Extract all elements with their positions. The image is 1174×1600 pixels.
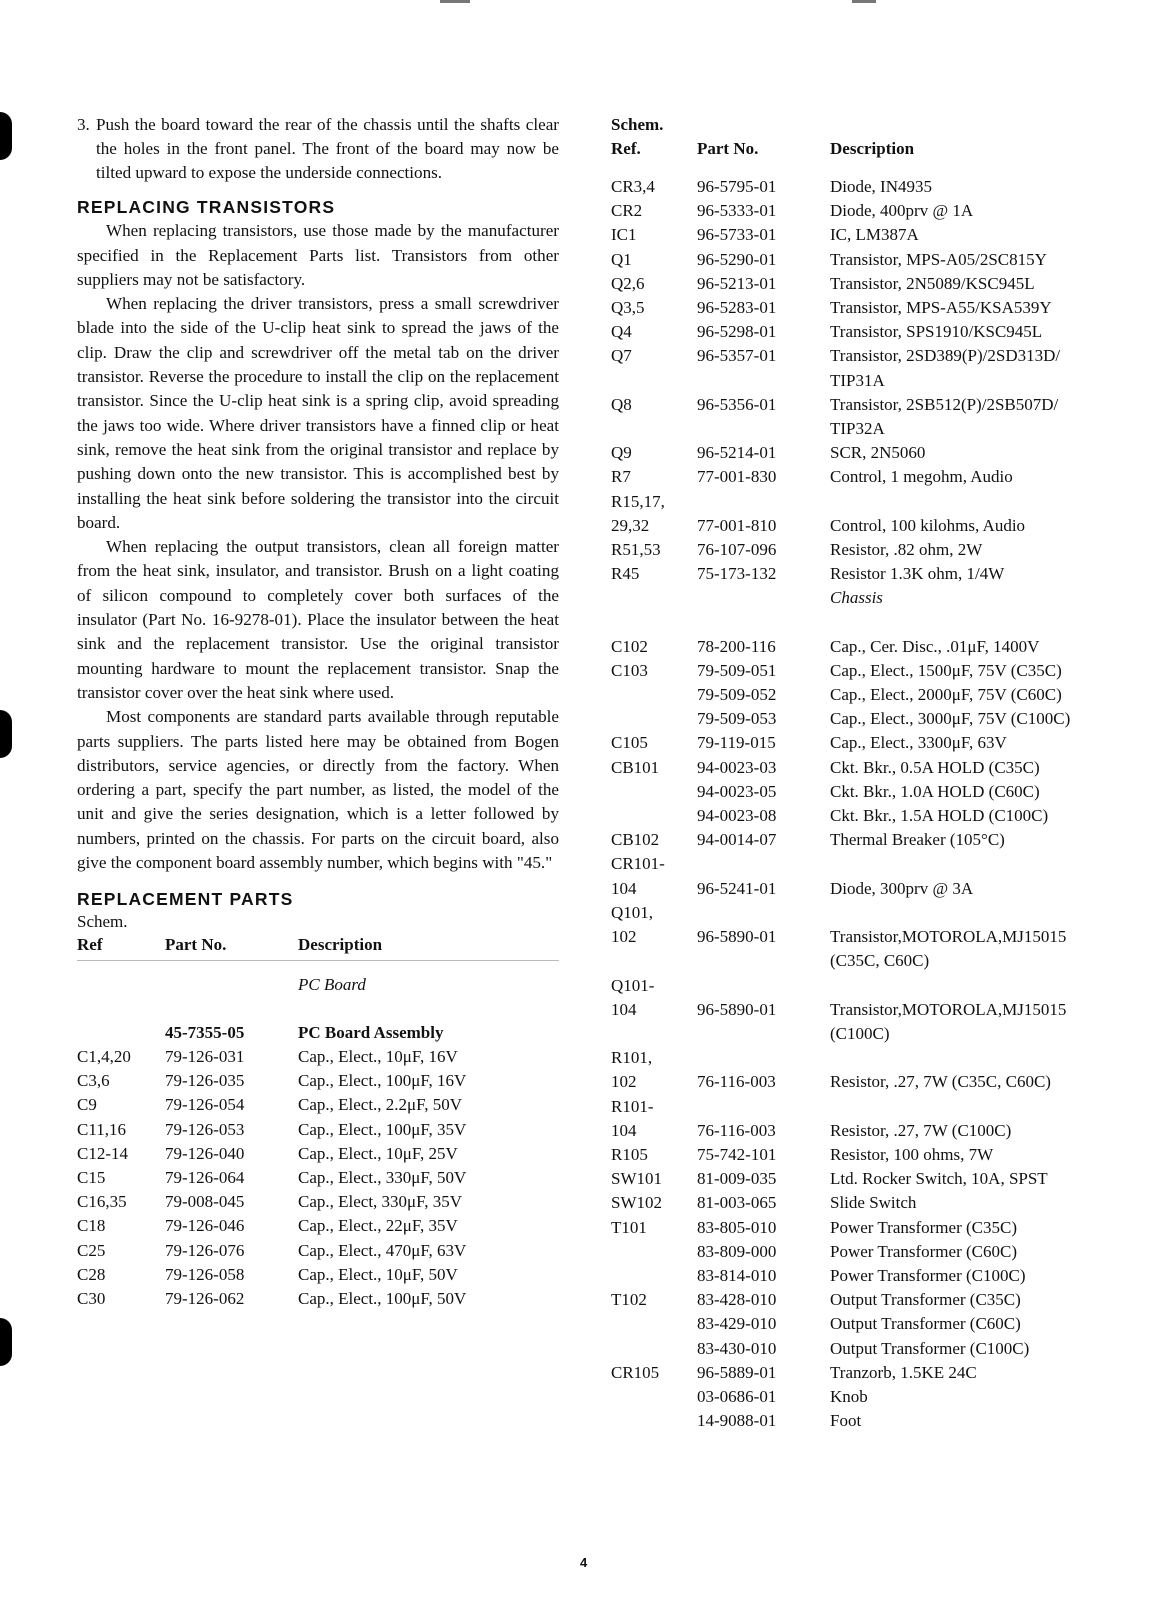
part-number-cell: 83-805-010 [697, 1217, 777, 1237]
ref-cell: CB102 [611, 830, 660, 850]
col-desc-header: Description [298, 935, 383, 955]
ref-cell: C105 [611, 733, 648, 753]
part-number-cell: 96-5889-01 [697, 1362, 777, 1382]
part-number-cell [697, 1095, 830, 1119]
ref-cell: C12-14 [77, 1143, 128, 1163]
table-row [611, 1288, 1151, 1312]
part-number-cell: 14-9088-01 [697, 1411, 777, 1431]
col-part-header: Part No. [697, 139, 759, 158]
table-row [611, 683, 1151, 707]
ref-cell: Q4 [611, 322, 632, 342]
table-header-row [77, 933, 559, 960]
ref-cell [611, 1409, 697, 1433]
description-cell: Ckt. Bkr., 1.5A HOLD (C100C) [830, 806, 1049, 826]
part-number-cell: 79-126-058 [165, 1264, 245, 1284]
table-row [611, 974, 1151, 998]
table-row [77, 1021, 559, 1045]
ref-cell [611, 683, 697, 707]
description-cell: Resistor, .27, 7W (C35C, C60C) [830, 1072, 1051, 1092]
part-number-cell: 79-509-053 [697, 709, 777, 729]
table-row [611, 562, 1151, 586]
table-row [77, 1287, 559, 1311]
paragraph: When replacing the driver transistors, press a small screwdriver blade into the side of the U-clip heat sink to spread the jaws of the clip. Draw the clip and screwdriver off the metal tab on the driver transistor. Reverse the procedure to install the clip on the replacement transistor. Since the U-clip heat sink is a spring clip, avoid spreading the jaws too wide. Where driver transistors have a finned clip or heat sink, remove the heat sink from the original transistor and replace by pushing down onto the new transistor. This is accomplished best by installing the heat sink before soldering the transistor into the circuit board. [77, 294, 559, 532]
ref-cell: 102 [611, 1072, 637, 1092]
table-row [77, 1166, 559, 1190]
part-number-cell: 79-126-053 [165, 1119, 245, 1139]
table-row [611, 1240, 1151, 1264]
description-cell: Output Transformer (C60C) [830, 1314, 1021, 1334]
description-cell: TIP31A [830, 370, 885, 390]
table-row [611, 1385, 1151, 1409]
table-header-schem: Schem. [611, 115, 664, 134]
part-number-cell: 96-5283-01 [697, 298, 777, 318]
description-cell: Resistor, .82 ohm, 2W [830, 540, 983, 560]
part-number-cell [697, 1046, 830, 1070]
ref-cell [611, 1385, 697, 1409]
ref-cell: Q7 [611, 346, 632, 366]
description-cell: Cap., Elect., 470μF, 63V [298, 1240, 467, 1260]
table-row [77, 1214, 559, 1238]
table-row [611, 490, 1151, 514]
ref-cell: CR101- [611, 854, 665, 874]
ref-cell: R7 [611, 467, 631, 487]
parts-table-left [77, 1021, 559, 1311]
table-row [77, 1263, 559, 1287]
part-number-cell: 77-001-830 [697, 467, 777, 487]
description-cell [830, 490, 1151, 514]
part-number-cell [697, 949, 830, 973]
ref-cell: C30 [77, 1288, 106, 1308]
part-number-cell [697, 417, 830, 441]
part-number-cell: 75-742-101 [697, 1144, 777, 1164]
table-row [611, 223, 1151, 247]
part-number-cell: 96-5795-01 [697, 177, 777, 196]
ref-cell: R45 [611, 564, 640, 584]
part-number-cell: 03-0686-01 [697, 1386, 777, 1406]
col-ref-header: Ref [77, 935, 103, 955]
description-cell [830, 852, 1151, 876]
table-row [611, 248, 1151, 272]
description-cell: Transistor,MOTOROLA,MJ15015 [830, 999, 1067, 1019]
description-cell: Cap., Elect., 10μF, 50V [298, 1264, 458, 1284]
part-number-cell [697, 901, 830, 925]
part-number-cell [697, 1022, 830, 1046]
description-cell: TIP32A [830, 419, 885, 439]
ref-cell: 29,32 [611, 515, 650, 535]
table-row [611, 514, 1151, 538]
table-row [611, 1167, 1151, 1191]
scan-mark [440, 0, 470, 3]
part-number-cell: 76-116-003 [697, 1072, 776, 1092]
part-number-cell: 96-5733-01 [697, 225, 777, 245]
part-number-cell: 83-429-010 [697, 1314, 777, 1334]
ref-cell: R105 [611, 1144, 648, 1164]
description-cell: Transistor, 2SB512(P)/2SB507D/ [830, 394, 1059, 414]
description-cell: Ckt. Bkr., 0.5A HOLD (C35C) [830, 757, 1040, 777]
page-number: 4 [580, 1555, 588, 1570]
description-cell: Cap., Cer. Disc., .01μF, 1400V [830, 636, 1040, 656]
description-cell: Cap., Elect., 10μF, 16V [298, 1046, 458, 1066]
ref-cell: T101 [611, 1217, 647, 1237]
description-cell: Control, 100 kilohms, Audio [830, 515, 1026, 535]
ref-cell: Q8 [611, 394, 632, 414]
part-number-cell: 94-0023-03 [697, 757, 777, 777]
paragraph: Most components are standard parts available through reputable parts suppliers. The parts listed here may be obtained from Bogen distributors, service agencies, or directly from the factory. When ordering a part, specify the part number, as listed, the model of the unit and give the series designation, which is a letter followed by numbers, printed on the chassis. For parts on the circuit board, also give the component board assembly number, which begins with "45." [77, 707, 559, 872]
ref-cell: Q2,6 [611, 273, 645, 293]
parts-table-right-chassis [611, 635, 1151, 1434]
description-cell: IC, LM387A [830, 225, 919, 245]
description-cell: Diode, IN4935 [830, 177, 932, 196]
table-header-schem: Schem. [77, 912, 128, 932]
table-row [611, 828, 1151, 852]
part-number-cell: 83-428-010 [697, 1290, 777, 1310]
part-number-cell: 79-008-045 [165, 1192, 245, 1212]
ref-cell: C9 [77, 1095, 97, 1115]
left-column [77, 113, 559, 1311]
table-row [611, 659, 1151, 683]
description-cell: PC Board Assembly [298, 1022, 444, 1042]
ref-cell: C18 [77, 1216, 106, 1236]
ref-cell: Q9 [611, 443, 632, 463]
table-row [611, 369, 1151, 393]
ref-cell [611, 1264, 697, 1288]
table-row [611, 465, 1151, 489]
table-row [77, 1093, 559, 1117]
ref-cell: R101- [611, 1096, 654, 1116]
table-row [611, 199, 1151, 223]
ref-cell [611, 417, 697, 441]
part-number-cell: 79-126-062 [165, 1288, 245, 1308]
part-number-cell: 79-126-040 [165, 1143, 245, 1163]
part-number-cell: 76-107-096 [697, 540, 777, 560]
table-row [77, 1069, 559, 1093]
description-cell: Cap., Elect., 3000μF, 75V (C100C) [830, 709, 1071, 729]
ref-cell: C28 [77, 1264, 106, 1284]
part-number-cell: 94-0014-07 [697, 830, 777, 850]
table-row [611, 1264, 1151, 1288]
part-number-cell: 79-126-054 [165, 1095, 245, 1115]
description-cell: Control, 1 megohm, Audio [830, 467, 1013, 487]
ref-cell [611, 707, 697, 731]
paragraph: When replacing the output transistors, clean all foreign matter from the heat sink, insulator, and transistor. Brush on a light coating of silicon compound to completely cover both surfaces of the insulator (Part No. 16-9278-01). Place the insulator between the heat sink and the replacement transistor. Use the original transistor mounting hardware to mount the replacement transistor. Snap the transistor cover over the heat sink where used. [77, 537, 559, 702]
part-number-cell: 79-126-035 [165, 1071, 245, 1091]
table-row [611, 852, 1151, 876]
table-row [77, 1142, 559, 1166]
part-number-cell: 78-200-116 [697, 636, 776, 656]
description-cell: Power Transformer (C35C) [830, 1217, 1017, 1237]
description-cell: Output Transformer (C35C) [830, 1290, 1021, 1310]
description-cell: SCR, 2N5060 [830, 443, 926, 463]
ref-cell: SW101 [611, 1169, 662, 1189]
table-row [611, 925, 1151, 949]
table-row [611, 393, 1151, 417]
ref-cell [611, 1240, 697, 1264]
part-number-cell: 81-003-065 [697, 1193, 777, 1213]
ref-cell: T102 [611, 1290, 647, 1310]
description-cell [830, 974, 1151, 998]
part-number-cell [697, 490, 830, 514]
part-number-cell: 76-116-003 [697, 1120, 776, 1140]
table-row [611, 1216, 1151, 1240]
table-row [611, 1337, 1151, 1361]
table-row [77, 1118, 559, 1142]
part-number-cell: 96-5890-01 [697, 999, 777, 1019]
table-row [611, 998, 1151, 1022]
description-cell: Diode, 400prv @ 1A [830, 201, 974, 221]
ref-cell: CR2 [611, 201, 643, 221]
part-number-cell: 94-0023-05 [697, 781, 777, 801]
description-cell: Cap., Elect., 100μF, 16V [298, 1071, 467, 1091]
description-cell: Power Transformer (C100C) [830, 1265, 1026, 1285]
ref-cell: SW102 [611, 1193, 662, 1213]
ref-cell: 104 [611, 999, 637, 1019]
step-number: 3. [77, 115, 90, 134]
part-number-cell: 83-430-010 [697, 1338, 777, 1358]
ref-cell: C16,35 [77, 1192, 127, 1212]
part-number-cell: 79-119-015 [697, 733, 776, 753]
part-number-cell: 96-5290-01 [697, 249, 777, 269]
part-number-cell: 96-5298-01 [697, 322, 777, 342]
description-cell: Resistor, .27, 7W (C100C) [830, 1120, 1012, 1140]
description-cell: Cap., Elect., 2000μF, 75V (C60C) [830, 685, 1062, 705]
description-cell: Diode, 300prv @ 3A [830, 878, 974, 898]
section-row [77, 973, 559, 997]
parts-table-right-circuit [611, 175, 1151, 586]
ref-cell [611, 1022, 697, 1046]
table-row [611, 731, 1151, 755]
part-number-cell: 79-126-064 [165, 1167, 245, 1187]
table-row [611, 1409, 1151, 1433]
ref-cell: R15,17, [611, 491, 665, 511]
description-cell [830, 1046, 1151, 1070]
ref-cell [611, 949, 697, 973]
part-number-cell: 96-5241-01 [697, 878, 777, 898]
table-row [77, 1239, 559, 1263]
table-row [611, 1361, 1151, 1385]
table-row [611, 804, 1151, 828]
col-part-header: Part No. [165, 935, 227, 955]
description-cell: Resistor, 100 ohms, 7W [830, 1144, 994, 1164]
ref-cell: IC1 [611, 225, 637, 245]
part-number-cell: 81-009-035 [697, 1169, 777, 1189]
ref-cell: C103 [611, 660, 648, 680]
part-number-cell: 75-173-132 [697, 564, 777, 584]
description-cell: (C100C) [830, 1023, 890, 1043]
part-number-cell: 79-126-076 [165, 1240, 245, 1260]
binding-hole [0, 710, 12, 758]
section-label-chassis: Chassis [830, 588, 883, 608]
part-number-cell: 79-126-031 [165, 1046, 245, 1066]
ref-cell: C102 [611, 636, 648, 656]
description-cell: Cap., Elect., 1500μF, 75V (C35C) [830, 660, 1062, 680]
table-row [611, 272, 1151, 296]
description-cell: Cap., Elect., 2.2μF, 50V [298, 1095, 463, 1115]
part-number-cell: 96-5890-01 [697, 927, 777, 947]
ref-cell: 104 [611, 878, 637, 898]
part-number-cell [697, 974, 830, 998]
table-row [611, 538, 1151, 562]
ref-cell: C15 [77, 1167, 106, 1187]
section-row [611, 586, 1151, 610]
description-cell: Transistor, 2N5089/KSC945L [830, 273, 1035, 293]
description-cell: Tranzorb, 1.5KE 24C [830, 1362, 977, 1382]
part-number-cell [697, 369, 830, 393]
table-row [611, 1095, 1151, 1119]
part-number-cell: 83-809-000 [697, 1241, 777, 1261]
ref-cell: 104 [611, 1120, 637, 1140]
description-cell: Transistor, MPS-A55/KSA539Y [830, 298, 1052, 318]
col-desc-header: Description [830, 139, 915, 158]
table-row [611, 417, 1151, 441]
part-number-cell: 96-5356-01 [697, 394, 777, 414]
binding-hole [0, 1318, 12, 1366]
part-number-cell [697, 852, 830, 876]
table-row [611, 1022, 1151, 1046]
ref-cell [77, 1021, 165, 1045]
table-row [611, 296, 1151, 320]
table-row [611, 1191, 1151, 1215]
ref-cell [611, 1337, 697, 1361]
table-header-row [611, 137, 1151, 161]
description-cell: Transistor, 2SD389(P)/2SD313D/ [830, 346, 1061, 366]
table-row [611, 1143, 1151, 1167]
description-cell: Cap., Elect., 100μF, 35V [298, 1119, 467, 1139]
ref-cell: 102 [611, 927, 637, 947]
table-row [611, 1312, 1151, 1336]
description-cell: Knob [830, 1386, 868, 1406]
part-number-cell: 77-001-810 [697, 515, 777, 535]
description-cell [830, 1095, 1151, 1119]
table-row [77, 1045, 559, 1069]
part-number-cell: 96-5333-01 [697, 201, 777, 221]
paragraph: When replacing transistors, use those made by the manufacturer specified in the Replacement Parts list. Transistors from other suppliers may not be satisfactory. [77, 221, 559, 289]
description-cell: Cap., Elect, 330μF, 35V [298, 1192, 463, 1212]
ref-cell [611, 369, 697, 393]
binding-hole [0, 112, 12, 160]
ref-cell: C3,6 [77, 1071, 110, 1091]
part-number-cell: 79-126-046 [165, 1216, 245, 1236]
description-cell: Transistor, MPS-A05/2SC815Y [830, 249, 1047, 269]
description-cell: (C35C, C60C) [830, 951, 930, 971]
ref-cell: C11,16 [77, 1119, 126, 1139]
step-3 [77, 113, 559, 185]
description-cell: Cap., Elect., 22μF, 35V [298, 1216, 458, 1236]
description-cell: Cap., Elect., 100μF, 50V [298, 1288, 467, 1308]
ref-cell [611, 780, 697, 804]
ref-cell: Q1 [611, 249, 632, 269]
ref-cell: C1,4,20 [77, 1046, 131, 1066]
table-row [611, 175, 1151, 199]
ref-cell: Q101- [611, 975, 655, 995]
description-cell: Foot [830, 1411, 862, 1431]
table-row [611, 1119, 1151, 1143]
ref-cell: Q3,5 [611, 298, 645, 318]
description-cell: Power Transformer (C60C) [830, 1241, 1017, 1261]
table-row [611, 949, 1151, 973]
ref-cell: C25 [77, 1240, 106, 1260]
table-row [611, 780, 1151, 804]
description-cell [830, 901, 1151, 925]
table-row [611, 320, 1151, 344]
description-cell: Cap., Elect., 330μF, 50V [298, 1167, 467, 1187]
step-text: Push the board toward the rear of the chassis until the shafts clear the holes in the front panel. The front of the board may now be tilted upward to expose the underside connections. [96, 115, 559, 183]
description-cell: Transistor, SPS1910/KSC945L [830, 322, 1043, 342]
ref-cell [611, 1312, 697, 1336]
table-row [611, 441, 1151, 465]
description-cell: Cap., Elect., 3300μF, 63V [830, 733, 1007, 753]
section-heading-replacing-transistors: REPLACING TRANSISTORS [77, 197, 336, 218]
table-row [611, 344, 1151, 368]
ref-cell: R51,53 [611, 540, 661, 560]
table-row [611, 756, 1151, 780]
col-ref-header: Ref. [611, 139, 641, 158]
section-heading-replacement-parts: REPLACEMENT PARTS [77, 889, 294, 910]
section-label-pc-board: PC Board [298, 974, 366, 994]
table-row [611, 901, 1151, 925]
description-cell: Transistor,MOTOROLA,MJ15015 [830, 927, 1067, 947]
table-row [611, 877, 1151, 901]
part-number-cell: 79-509-051 [697, 660, 777, 680]
description-cell: Slide Switch [830, 1193, 917, 1213]
description-cell: Ltd. Rocker Switch, 10A, SPST [830, 1169, 1048, 1189]
ref-cell: CR3,4 [611, 177, 655, 196]
table-row [611, 1070, 1151, 1094]
ref-cell: R101, [611, 1048, 653, 1068]
table-row [611, 707, 1151, 731]
description-cell: Ckt. Bkr., 1.0A HOLD (C60C) [830, 781, 1040, 801]
part-number-cell: 96-5213-01 [697, 273, 777, 293]
description-cell: Cap., Elect., 10μF, 25V [298, 1143, 458, 1163]
ref-cell: CR105 [611, 1362, 660, 1382]
part-number-cell: 96-5357-01 [697, 346, 777, 366]
part-number-cell: 79-509-052 [697, 685, 777, 705]
part-number-cell: 94-0023-08 [697, 806, 777, 826]
table-row [77, 1190, 559, 1214]
part-number-cell: 83-814-010 [697, 1265, 777, 1285]
part-number-cell: 96-5214-01 [697, 443, 777, 463]
right-column [611, 113, 1151, 1433]
ref-cell: Q101, [611, 902, 654, 922]
scan-mark [852, 0, 876, 3]
table-row [611, 1046, 1151, 1070]
ref-cell: CB101 [611, 757, 660, 777]
ref-cell [611, 804, 697, 828]
description-cell: Resistor 1.3K ohm, 1/4W [830, 564, 1005, 584]
description-cell: Output Transformer (C100C) [830, 1338, 1030, 1358]
part-number-cell: 45-7355-05 [165, 1022, 245, 1042]
table-row [611, 635, 1151, 659]
description-cell: Thermal Breaker (105°C) [830, 830, 1005, 850]
